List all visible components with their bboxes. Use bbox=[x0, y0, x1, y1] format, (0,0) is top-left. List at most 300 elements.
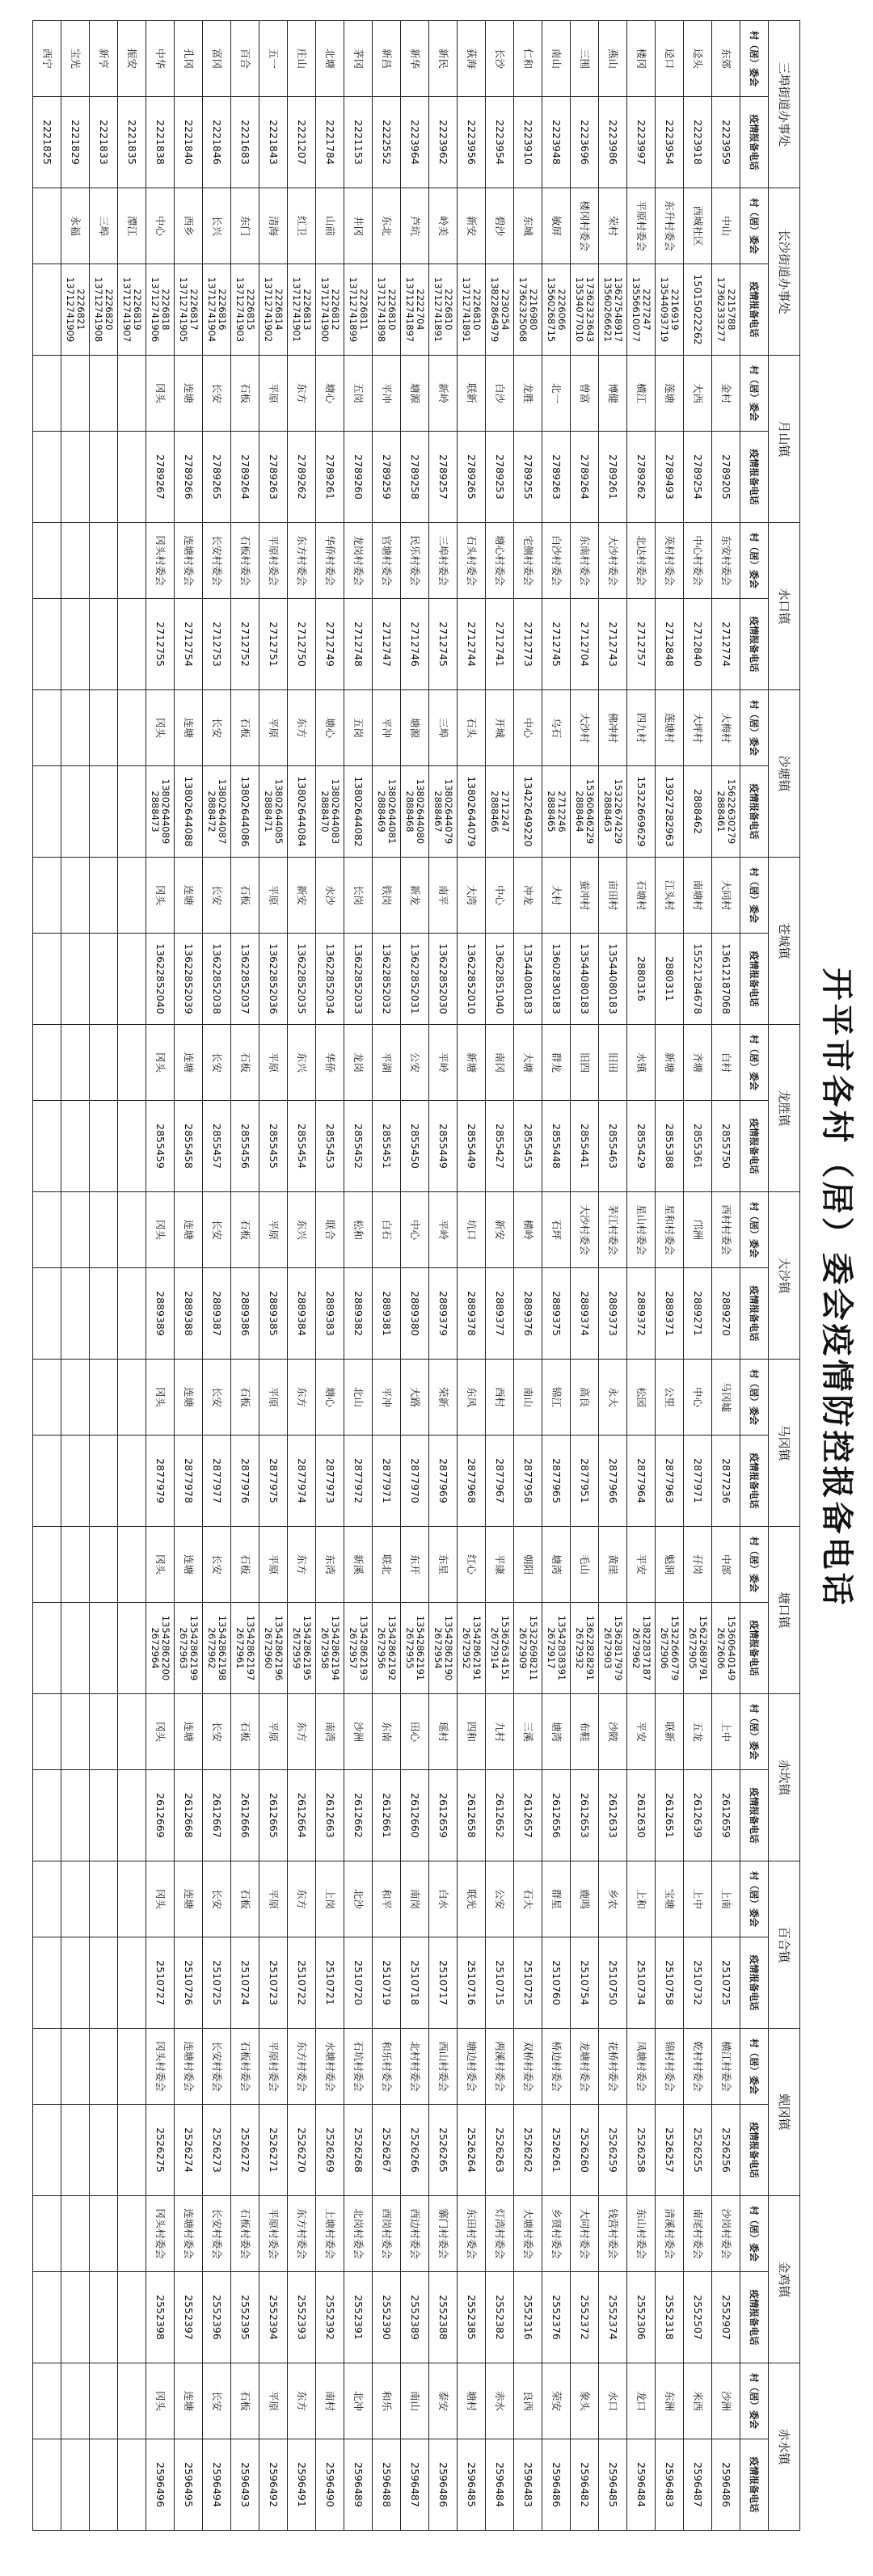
phone-cell: 2889373 bbox=[599, 1268, 627, 1360]
committee-name-cell: 石板 bbox=[231, 858, 259, 934]
phone-cell: 2221833 bbox=[90, 97, 118, 188]
phone-cell: 2510725 bbox=[712, 1937, 740, 2029]
committee-name-cell: 孖岗 bbox=[684, 1527, 712, 1603]
name-column-header: 村（居）委会 bbox=[740, 2029, 769, 2105]
phone-cell: 2877236 bbox=[712, 1436, 740, 1527]
committee-name-cell: 茅冈 bbox=[344, 21, 373, 97]
table-row bbox=[429, 21, 458, 2531]
phone-cell bbox=[61, 1770, 90, 1861]
phone-cell: 2712741 bbox=[486, 599, 514, 690]
committee-name-cell: 龙胜 bbox=[514, 356, 542, 432]
committee-name-cell bbox=[90, 1360, 118, 1436]
committee-name-cell: 沙洲 bbox=[712, 2363, 740, 2439]
committee-name-cell bbox=[61, 1527, 90, 1603]
phone-cell: 13802644087 2888472 bbox=[203, 766, 231, 858]
committee-name-cell: 平原 bbox=[259, 2363, 288, 2439]
phone-cell: 2221843 bbox=[259, 97, 288, 188]
committee-name-cell: 井冈 bbox=[344, 188, 373, 264]
committee-name-cell: 北沙 bbox=[344, 1861, 373, 1937]
committee-name-cell: 东开 bbox=[401, 1527, 429, 1603]
phone-cell: 2789262 bbox=[627, 432, 656, 523]
phone-cell: 2596495 bbox=[175, 2439, 203, 2531]
phone-column-header: 疫情报备电话 bbox=[740, 2439, 769, 2531]
committee-name-cell bbox=[61, 356, 90, 432]
name-column-header: 村（居）委会 bbox=[740, 2196, 769, 2272]
section-heading: 长沙街道办事处 bbox=[769, 188, 800, 356]
committee-name-cell: 四九村 bbox=[627, 690, 656, 766]
phone-cell: 13542862196 2672960 bbox=[259, 1603, 288, 1694]
phone-cell: 2596485 bbox=[458, 2439, 486, 2531]
phone-cell: 2789263 bbox=[542, 432, 571, 523]
committee-name-cell: 三溪 bbox=[514, 1694, 542, 1770]
committee-name-cell: 和乐村委会 bbox=[373, 2029, 401, 2105]
phone-cell: 2526264 bbox=[458, 2105, 486, 2196]
committee-name-cell: 上南 bbox=[712, 1861, 740, 1937]
committee-name-cell: 东南 bbox=[373, 1694, 401, 1770]
phone-cell bbox=[90, 2105, 118, 2196]
committee-name-cell bbox=[90, 523, 118, 599]
committee-name-cell: 东方 bbox=[288, 2363, 316, 2439]
phone-cell: 2789259 bbox=[373, 432, 401, 523]
committee-name-cell: 东山村委会 bbox=[627, 2196, 656, 2272]
phone-cell: 2855458 bbox=[175, 1101, 203, 1192]
committee-name-cell: 宝光 bbox=[61, 21, 90, 97]
table-row bbox=[542, 21, 571, 2531]
committee-name-cell: 横岭 bbox=[514, 1192, 542, 1268]
phone-cell bbox=[61, 1436, 90, 1527]
phone-cell bbox=[61, 934, 90, 1025]
phone-cell: 2226819 13712741907 bbox=[118, 264, 146, 356]
phone-cell: 2712848 bbox=[656, 599, 684, 690]
committee-name-cell bbox=[90, 2196, 118, 2272]
phone-column-header: 疫情报备电话 bbox=[740, 934, 769, 1025]
committee-name-cell: 中心 bbox=[684, 1360, 712, 1436]
committee-name-cell: 东洲 bbox=[656, 2363, 684, 2439]
phone-cell: 2230254 13822864979 bbox=[486, 264, 514, 356]
committee-name-cell: 花桥村委会 bbox=[599, 2029, 627, 2105]
committee-name-cell: 东郊 bbox=[712, 21, 740, 97]
committee-name-cell bbox=[61, 2196, 90, 2272]
document-title: 开平市各村（居）委会疫情防控报备电话 bbox=[818, 968, 855, 1608]
phone-column-header: 疫情报备电话 bbox=[740, 2272, 769, 2363]
committee-name-cell: 石坪 bbox=[542, 1192, 571, 1268]
committee-name-cell: 石板村委会 bbox=[231, 523, 259, 599]
committee-name-cell: 三埠 bbox=[90, 188, 118, 264]
phone-column-header: 疫情报备电话 bbox=[740, 1770, 769, 1861]
phone-cell: 2226817 13712741905 bbox=[175, 264, 203, 356]
committee-name-cell: 龙塘村委会 bbox=[571, 2029, 599, 2105]
table-row bbox=[627, 21, 656, 2531]
phone-cell: 2526259 bbox=[599, 2105, 627, 2196]
phone-cell: 13542862192 2672956 bbox=[373, 1603, 401, 1694]
committee-name-cell bbox=[90, 1192, 118, 1268]
committee-name-cell: 白沙村委会 bbox=[542, 523, 571, 599]
phone-cell: 2712246 2888465 bbox=[542, 766, 571, 858]
committee-name-cell: 永大 bbox=[599, 1360, 627, 1436]
phone-cell: 2612653 bbox=[571, 1770, 599, 1861]
phone-cell: 2712774 bbox=[712, 599, 740, 690]
phone-cell: 2612660 bbox=[401, 1770, 429, 1861]
phone-cell: 2789260 bbox=[344, 432, 373, 523]
phone-cell: 2889385 bbox=[259, 1268, 288, 1360]
phone-cell bbox=[90, 599, 118, 690]
phone-cell: 2526271 bbox=[259, 2105, 288, 2196]
committee-name-cell: 中心 bbox=[401, 1192, 429, 1268]
phone-cell: 13627548917 13560266621 bbox=[599, 264, 627, 356]
section-heading: 赤水镇 bbox=[769, 2363, 800, 2531]
name-column-header: 村（居）委会 bbox=[740, 21, 769, 97]
phone-cell: 2712757 bbox=[627, 599, 656, 690]
committee-name-cell bbox=[61, 1861, 90, 1937]
phone-cell: 2855463 bbox=[599, 1101, 627, 1192]
phone-cell: 13622852039 bbox=[175, 934, 203, 1025]
phone-cell: 2552389 bbox=[401, 2272, 429, 2363]
phone-cell: 2223954 bbox=[486, 97, 514, 188]
committee-name-cell bbox=[90, 1025, 118, 1101]
phone-cell: 13802644086 bbox=[231, 766, 259, 858]
committee-name-cell bbox=[118, 356, 146, 432]
phone-cell: 13542862191 2672955 bbox=[401, 1603, 429, 1694]
phone-cell: 2712751 bbox=[259, 599, 288, 690]
committee-name-cell: 铁岗 bbox=[373, 858, 401, 934]
phone-cell: 2226815 13712741903 bbox=[231, 264, 259, 356]
phone-cell: 2510732 bbox=[684, 1937, 712, 2029]
committee-name-cell bbox=[118, 858, 146, 934]
phone-cell bbox=[33, 432, 61, 523]
phone-cell: 2222552 bbox=[373, 97, 401, 188]
phone-cell: 2877977 bbox=[203, 1436, 231, 1527]
phone-cell bbox=[33, 934, 61, 1025]
phone-cell bbox=[33, 264, 61, 356]
committee-name-cell: 东方 bbox=[288, 690, 316, 766]
committee-name-cell bbox=[33, 858, 61, 934]
committee-name-cell: 塘村 bbox=[458, 2363, 486, 2439]
phone-cell: 2612657 bbox=[514, 1770, 542, 1861]
phone-cell: 2889379 bbox=[429, 1268, 458, 1360]
phone-cell: 2552398 bbox=[146, 2272, 175, 2363]
committee-name-cell: 西岗村委会 bbox=[373, 2196, 401, 2272]
phone-cell: 2221838 bbox=[146, 97, 175, 188]
committee-name-cell: 宝塘 bbox=[656, 1861, 684, 1937]
committee-name-cell: 毛山 bbox=[571, 1527, 599, 1603]
committee-name-cell: 连塘村委会 bbox=[175, 523, 203, 599]
committee-name-cell: 塘湾 bbox=[542, 1694, 571, 1770]
phone-cell: 13622852038 bbox=[203, 934, 231, 1025]
table-row bbox=[175, 21, 203, 2531]
committee-name-cell: 中部 bbox=[712, 1527, 740, 1603]
phone-cell: 2526274 bbox=[175, 2105, 203, 2196]
committee-name-cell: 庄山 bbox=[288, 21, 316, 97]
committee-name-cell: 田心 bbox=[401, 1694, 429, 1770]
phone-cell: 2789261 bbox=[316, 432, 344, 523]
committee-name-cell: 平原 bbox=[259, 858, 288, 934]
phone-cell: 2510715 bbox=[486, 1937, 514, 2029]
committee-name-cell: 石板 bbox=[231, 690, 259, 766]
committee-name-cell: 西山村委会 bbox=[429, 2029, 458, 2105]
committee-name-cell: 星和村委会 bbox=[656, 1192, 684, 1268]
phone-cell: 2526272 bbox=[231, 2105, 259, 2196]
phone-cell: 2526262 bbox=[514, 2105, 542, 2196]
phone-cell: 13422649220 bbox=[514, 766, 542, 858]
committee-name-cell: 荻海 bbox=[458, 21, 486, 97]
phone-cell: 2596486 bbox=[542, 2439, 571, 2531]
committee-name-cell: 象头 bbox=[571, 2363, 599, 2439]
phone-cell: 2789265 bbox=[203, 432, 231, 523]
phone-cell bbox=[118, 2439, 146, 2531]
phone-cell: 2223948 bbox=[542, 97, 571, 188]
table-row bbox=[486, 21, 514, 2531]
phone-cell: 2712755 bbox=[146, 599, 175, 690]
phone-cell bbox=[33, 1268, 61, 1360]
committee-name-cell: 蚕冲村 bbox=[571, 858, 599, 934]
committee-name-cell: 塘心村委会 bbox=[486, 523, 514, 599]
phone-cell: 2612667 bbox=[203, 1770, 231, 1861]
committee-name-cell: 开城 bbox=[486, 690, 514, 766]
table-row bbox=[146, 21, 175, 2531]
table-row bbox=[684, 21, 712, 2531]
phone-cell: 2221825 bbox=[33, 97, 61, 188]
committee-name-cell: 三埠村委会 bbox=[429, 523, 458, 599]
table-row bbox=[61, 21, 90, 2531]
committee-name-cell: 碧沙 bbox=[486, 188, 514, 264]
phone-cell: 2712743 bbox=[599, 599, 627, 690]
committee-name-cell bbox=[118, 2196, 146, 2272]
phone-cell bbox=[90, 934, 118, 1025]
phone-cell bbox=[61, 2105, 90, 2196]
table-row bbox=[118, 21, 146, 2531]
phone-cell: 2596487 bbox=[401, 2439, 429, 2531]
phone-cell: 2552318 bbox=[656, 2272, 684, 2363]
phone-cell: 2510725 bbox=[203, 1937, 231, 2029]
committee-name-cell: 东兴 bbox=[288, 1192, 316, 1268]
committee-name-cell bbox=[33, 690, 61, 766]
phone-cell bbox=[118, 2105, 146, 2196]
committee-name-cell: 南山 bbox=[514, 1360, 542, 1436]
phone-cell: 2889387 bbox=[203, 1268, 231, 1360]
committee-name-cell: 东南村委会 bbox=[571, 523, 599, 599]
committee-name-cell: 长兴 bbox=[203, 188, 231, 264]
phone-cell: 13622852010 bbox=[458, 934, 486, 1025]
phone-cell: 2526266 bbox=[401, 2105, 429, 2196]
phone-cell: 2552390 bbox=[373, 2272, 401, 2363]
phone-cell: 2789264 bbox=[231, 432, 259, 523]
committee-name-cell: 乌石 bbox=[542, 690, 571, 766]
phone-cell: 2855459 bbox=[146, 1101, 175, 1192]
committee-name-cell: 新民 bbox=[429, 21, 458, 97]
committee-name-cell: 公安 bbox=[486, 1861, 514, 1937]
phone-cell: 2552306 bbox=[627, 2272, 656, 2363]
committee-name-cell: 水镇 bbox=[627, 1025, 656, 1101]
phone-cell: 13542862200 2672964 bbox=[146, 1603, 175, 1694]
committee-name-cell: 长安 bbox=[203, 858, 231, 934]
phone-cell: 2552391 bbox=[344, 2272, 373, 2363]
phone-cell: 13542862198 2672962 bbox=[203, 1603, 231, 1694]
committee-name-cell: 大同村委会 bbox=[571, 2196, 599, 2272]
committee-name-cell bbox=[33, 356, 61, 432]
phone-cell: 2712773 bbox=[514, 599, 542, 690]
committee-name-cell: 南平 bbox=[429, 858, 458, 934]
phone-cell: 2552397 bbox=[175, 2272, 203, 2363]
phone-cell: 2855429 bbox=[627, 1101, 656, 1192]
phone-cell: 2889374 bbox=[571, 1268, 599, 1360]
committee-name-cell: 华侨 bbox=[316, 1025, 344, 1101]
phone-column-header: 疫情报备电话 bbox=[740, 2105, 769, 2196]
section-heading: 龙胜镇 bbox=[769, 1025, 800, 1192]
committee-name-cell: 朝阳 bbox=[514, 1527, 542, 1603]
committee-name-cell: 平原村委会 bbox=[259, 2029, 288, 2105]
table-row bbox=[401, 21, 429, 2531]
phone-cell: 2889383 bbox=[316, 1268, 344, 1360]
phone-cell: 2552394 bbox=[259, 2272, 288, 2363]
committee-name-cell: 平岭 bbox=[429, 1192, 458, 1268]
phone-cell bbox=[61, 766, 90, 858]
phone-cell: 13622852040 bbox=[146, 934, 175, 1025]
phone-cell bbox=[118, 1937, 146, 2029]
phone-cell: 13802644080 2888468 bbox=[401, 766, 429, 858]
phone-cell: 2712750 bbox=[288, 599, 316, 690]
committee-name-cell: 泰安 bbox=[429, 2363, 458, 2439]
committee-name-cell: 塘心 bbox=[316, 1360, 344, 1436]
phone-cell: 13602830183 bbox=[542, 934, 571, 1025]
phone-column-header: 疫情报备电话 bbox=[740, 432, 769, 523]
phone-cell: 2855454 bbox=[288, 1101, 316, 1192]
name-column-header: 村（居）委会 bbox=[740, 690, 769, 766]
phone-cell: 2510727 bbox=[146, 1937, 175, 2029]
phone-cell: 13802644081 2888469 bbox=[373, 766, 401, 858]
phone-cell bbox=[33, 1603, 61, 1694]
table-row bbox=[571, 21, 599, 2531]
committee-name-cell: 寨门村委会 bbox=[429, 2196, 458, 2272]
phone-cell: 15322666779 2672906 bbox=[656, 1603, 684, 1694]
committee-name-cell: 马冈墟 bbox=[712, 1360, 740, 1436]
phone-cell bbox=[33, 1436, 61, 1527]
committee-name-cell: 华侨村委会 bbox=[316, 523, 344, 599]
phone-cell bbox=[118, 1268, 146, 1360]
committee-name-cell: 东升村委会 bbox=[656, 188, 684, 264]
phone-cell bbox=[118, 934, 146, 1025]
committee-name-cell: 旧田 bbox=[599, 1025, 627, 1101]
phone-cell: 2612656 bbox=[542, 1770, 571, 1861]
phone-cell: 2855750 bbox=[712, 1101, 740, 1192]
committee-name-cell: 石坑村委会 bbox=[344, 2029, 373, 2105]
phone-cell bbox=[61, 2272, 90, 2363]
committee-name-cell bbox=[118, 1360, 146, 1436]
phone-cell bbox=[90, 1101, 118, 1192]
committee-name-cell: 迳口 bbox=[656, 21, 684, 97]
phone-cell: 2216919 13544093719 bbox=[656, 264, 684, 356]
committee-name-cell bbox=[61, 523, 90, 599]
committee-name-cell bbox=[33, 1025, 61, 1101]
phone-cell: 2877968 bbox=[458, 1436, 486, 1527]
phone-cell: 13802644089 2888473 bbox=[146, 766, 175, 858]
committee-name-cell: 大塘村委会 bbox=[514, 2196, 542, 2272]
phone-cell: 2596486 bbox=[712, 2439, 740, 2531]
phone-cell: 2596490 bbox=[316, 2439, 344, 2531]
committee-name-cell: 新安 bbox=[458, 188, 486, 264]
committee-name-cell: 松园 bbox=[627, 1360, 656, 1436]
committee-name-cell: 乾村村委会 bbox=[684, 2029, 712, 2105]
committee-name-cell bbox=[118, 2363, 146, 2439]
committee-name-cell: 东方 bbox=[288, 1861, 316, 1937]
phone-cell: 2596484 bbox=[486, 2439, 514, 2531]
phone-cell: 2221207 bbox=[288, 97, 316, 188]
phone-cell: 13802644079 bbox=[458, 766, 486, 858]
phone-cell: 2612662 bbox=[344, 1770, 373, 1861]
phone-cell: 2596491 bbox=[288, 2439, 316, 2531]
phone-cell: 2552392 bbox=[316, 2272, 344, 2363]
committee-name-cell: 永福 bbox=[61, 188, 90, 264]
committee-name-cell: 平原村委会 bbox=[627, 188, 656, 264]
committee-name-cell: 三围 bbox=[571, 21, 599, 97]
phone-cell: 2712745 bbox=[542, 599, 571, 690]
phone-cell: 2612664 bbox=[288, 1770, 316, 1861]
committee-name-cell: 横江村委会 bbox=[712, 2029, 740, 2105]
phone-cell: 2510718 bbox=[401, 1937, 429, 2029]
committee-name-cell: 东方村委会 bbox=[288, 523, 316, 599]
committee-name-cell: 长安 bbox=[203, 1527, 231, 1603]
phone-cell: 2221829 bbox=[61, 97, 90, 188]
phone-cell: 15622689791 2672905 bbox=[684, 1603, 712, 1694]
phone-cell: 2596483 bbox=[514, 2439, 542, 2531]
phone-cell: 2877973 bbox=[316, 1436, 344, 1527]
committee-name-cell bbox=[33, 2363, 61, 2439]
committee-name-cell: 西村 bbox=[486, 1360, 514, 1436]
committee-name-cell: 五岗 bbox=[344, 690, 373, 766]
committee-name-cell: 东田村委会 bbox=[458, 2196, 486, 2272]
committee-name-cell: 西宁 bbox=[33, 21, 61, 97]
table-row bbox=[316, 21, 344, 2531]
committee-name-cell: 北村村委会 bbox=[401, 2029, 429, 2105]
phone-cell: 2877970 bbox=[401, 1436, 429, 1527]
committee-name-cell: 平冲 bbox=[373, 1360, 401, 1436]
phone-cell: 2596486 bbox=[429, 2439, 458, 2531]
phone-cell: 13622852033 bbox=[344, 934, 373, 1025]
phone-cell bbox=[90, 1770, 118, 1861]
phone-cell: 2510760 bbox=[542, 1937, 571, 2029]
phone-cell: 2855450 bbox=[401, 1101, 429, 1192]
phone-cell: 2226810 13712741891 bbox=[458, 264, 486, 356]
phone-cell bbox=[90, 2439, 118, 2531]
section-heading: 沙塘镇 bbox=[769, 690, 800, 858]
phone-cell: 2223696 bbox=[571, 97, 599, 188]
committee-name-cell: 潭江 bbox=[118, 188, 146, 264]
phone-cell: 13542862197 2672961 bbox=[231, 1603, 259, 1694]
phone-cell: 2855449 bbox=[429, 1101, 458, 1192]
committee-name-cell: 东方村委会 bbox=[288, 2196, 316, 2272]
phone-cell: 2526269 bbox=[316, 2105, 344, 2196]
phone-cell: 2510721 bbox=[316, 1937, 344, 2029]
committee-name-cell bbox=[33, 1360, 61, 1436]
committee-name-cell: 新安 bbox=[486, 1192, 514, 1268]
committee-name-cell: 黄崖 bbox=[599, 1527, 627, 1603]
committee-name-cell: 和乐 bbox=[373, 2363, 401, 2439]
phone-cell: 2223964 bbox=[401, 97, 429, 188]
committee-name-cell bbox=[118, 1192, 146, 1268]
phone-cell: 2510726 bbox=[175, 1937, 203, 2029]
committee-name-cell: 长安 bbox=[203, 1861, 231, 1937]
phone-cell: 2889371 bbox=[656, 1268, 684, 1360]
committee-name-cell: 塘心 bbox=[316, 356, 344, 432]
committee-name-cell: 山前 bbox=[316, 188, 344, 264]
phone-cell: 2612630 bbox=[627, 1770, 656, 1861]
phone-cell: 2612651 bbox=[656, 1770, 684, 1861]
phone-cell: 2712749 bbox=[316, 599, 344, 690]
committee-name-cell: 布鞋 bbox=[571, 1694, 599, 1770]
committee-name-cell: 孔冈 bbox=[175, 21, 203, 97]
phone-cell: 13544080183 bbox=[599, 934, 627, 1025]
phone-cell: 2855388 bbox=[656, 1101, 684, 1192]
committee-name-cell: 佛冲村 bbox=[599, 690, 627, 766]
